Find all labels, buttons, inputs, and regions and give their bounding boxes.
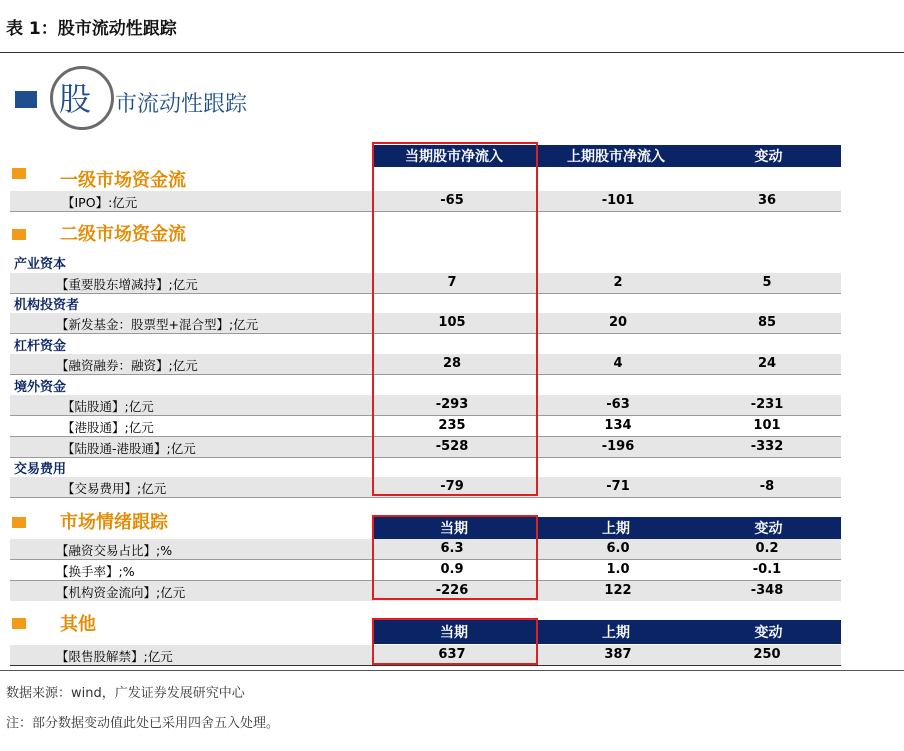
highlight-box-others-current [372,618,538,665]
section-square-icon [12,517,26,528]
row-previous: 4 [613,356,623,371]
banner-square-icon [15,91,37,108]
section-others: 其他 [60,614,96,635]
row-label: 【限售股解禁】;亿元 [56,649,173,664]
row-change: 5 [762,275,772,290]
row-label: 【重要股东增减持】;亿元 [56,277,198,292]
row-change: 24 [757,356,777,371]
row-current: 7 [447,275,457,290]
row-change: -332 [750,439,784,454]
row-change: -231 [750,397,784,412]
section-square-icon [12,229,26,240]
row-label: 【新发基金：股票型+混合型】;亿元 [56,317,259,332]
row-label: 【融资交易占比】;% [56,543,173,558]
table-title: 表 1：股市流动性跟踪 [6,19,177,39]
row-previous: 1.0 [606,562,630,577]
row-previous: 2 [613,275,623,290]
row-change: 85 [757,315,777,330]
source-note: 数据来源：wind，广发证券发展研究中心 [6,686,245,701]
header-current-net-inflow: 当期股市净流入 [372,145,536,167]
row-current: -293 [435,397,469,412]
banner-title: 市流动性跟踪 [115,92,248,117]
highlight-box-sentiment-current [372,515,538,600]
top-divider [0,52,904,53]
header-previous-net-inflow: 上期股市净流入 [536,145,696,167]
row-current: -528 [435,439,469,454]
row-label: 【融资融券：融资】;亿元 [56,358,198,373]
bottom-divider [0,670,904,671]
row-current: 6.3 [440,541,464,556]
row-current: 105 [438,315,466,330]
section-secondary-market: 二级市场资金流 [60,224,186,245]
row-previous: 122 [604,583,632,598]
section-square-icon [12,168,26,179]
row-current: -226 [435,583,469,598]
row-label: 【换手率】;% [56,564,135,579]
header-change: 变动 [696,517,841,539]
header-change: 变动 [696,620,841,644]
row-previous: 387 [604,647,632,662]
section-market-sentiment: 市场情绪跟踪 [60,512,168,533]
row-current: 235 [438,418,466,433]
row-change: -0.1 [752,562,782,577]
row-previous: -196 [601,439,635,454]
row-previous: 6.0 [606,541,630,556]
row-current: -65 [440,193,464,208]
category-transaction-fees: 交易费用 [14,462,67,477]
category-institutional-investors: 机构投资者 [14,298,80,313]
header-current: 当期 [372,517,536,539]
section-square-icon [12,618,26,629]
category-industrial-capital: 产业资本 [14,257,67,272]
header-current: 当期 [372,620,536,644]
row-previous: -63 [606,397,630,412]
header-previous: 上期 [536,620,696,644]
row-label: 【机构资金流向】;亿元 [56,585,186,600]
row-label: 【交易费用】;亿元 [62,481,167,496]
row-label: 【陆股通-港股通】;亿元 [62,441,196,456]
header-previous: 上期 [536,517,696,539]
row-change: 36 [757,193,777,208]
category-leveraged-funds: 杠杆资金 [14,339,67,354]
row-current: -79 [440,479,464,494]
highlight-box-current-net-inflow [372,142,538,496]
row-change: 250 [753,647,781,662]
row-change: 101 [753,418,781,433]
row-previous: 20 [608,315,628,330]
section-primary-market: 一级市场资金流 [60,170,186,191]
category-foreign-funds: 境外资金 [14,380,67,395]
banner-big-char: 股 [59,80,92,118]
row-current: 0.9 [440,562,464,577]
row-previous: -101 [601,193,635,208]
row-previous: -71 [606,479,630,494]
header-change: 变动 [696,145,841,167]
row-divider [10,497,841,498]
row-label: 【IPO】:亿元 [62,195,138,210]
row-label: 【陆股通】;亿元 [62,399,154,414]
row-label: 【港股通】;亿元 [62,420,154,435]
row-change: -348 [750,583,784,598]
row-change: -8 [759,479,775,494]
row-change: 0.2 [755,541,779,556]
row-previous: 134 [604,418,632,433]
row-divider [10,665,841,666]
rounding-note: 注：部分数据变动值此处已采用四舍五入处理。 [6,716,280,731]
row-current: 28 [442,356,462,371]
row-current: 637 [438,647,466,662]
